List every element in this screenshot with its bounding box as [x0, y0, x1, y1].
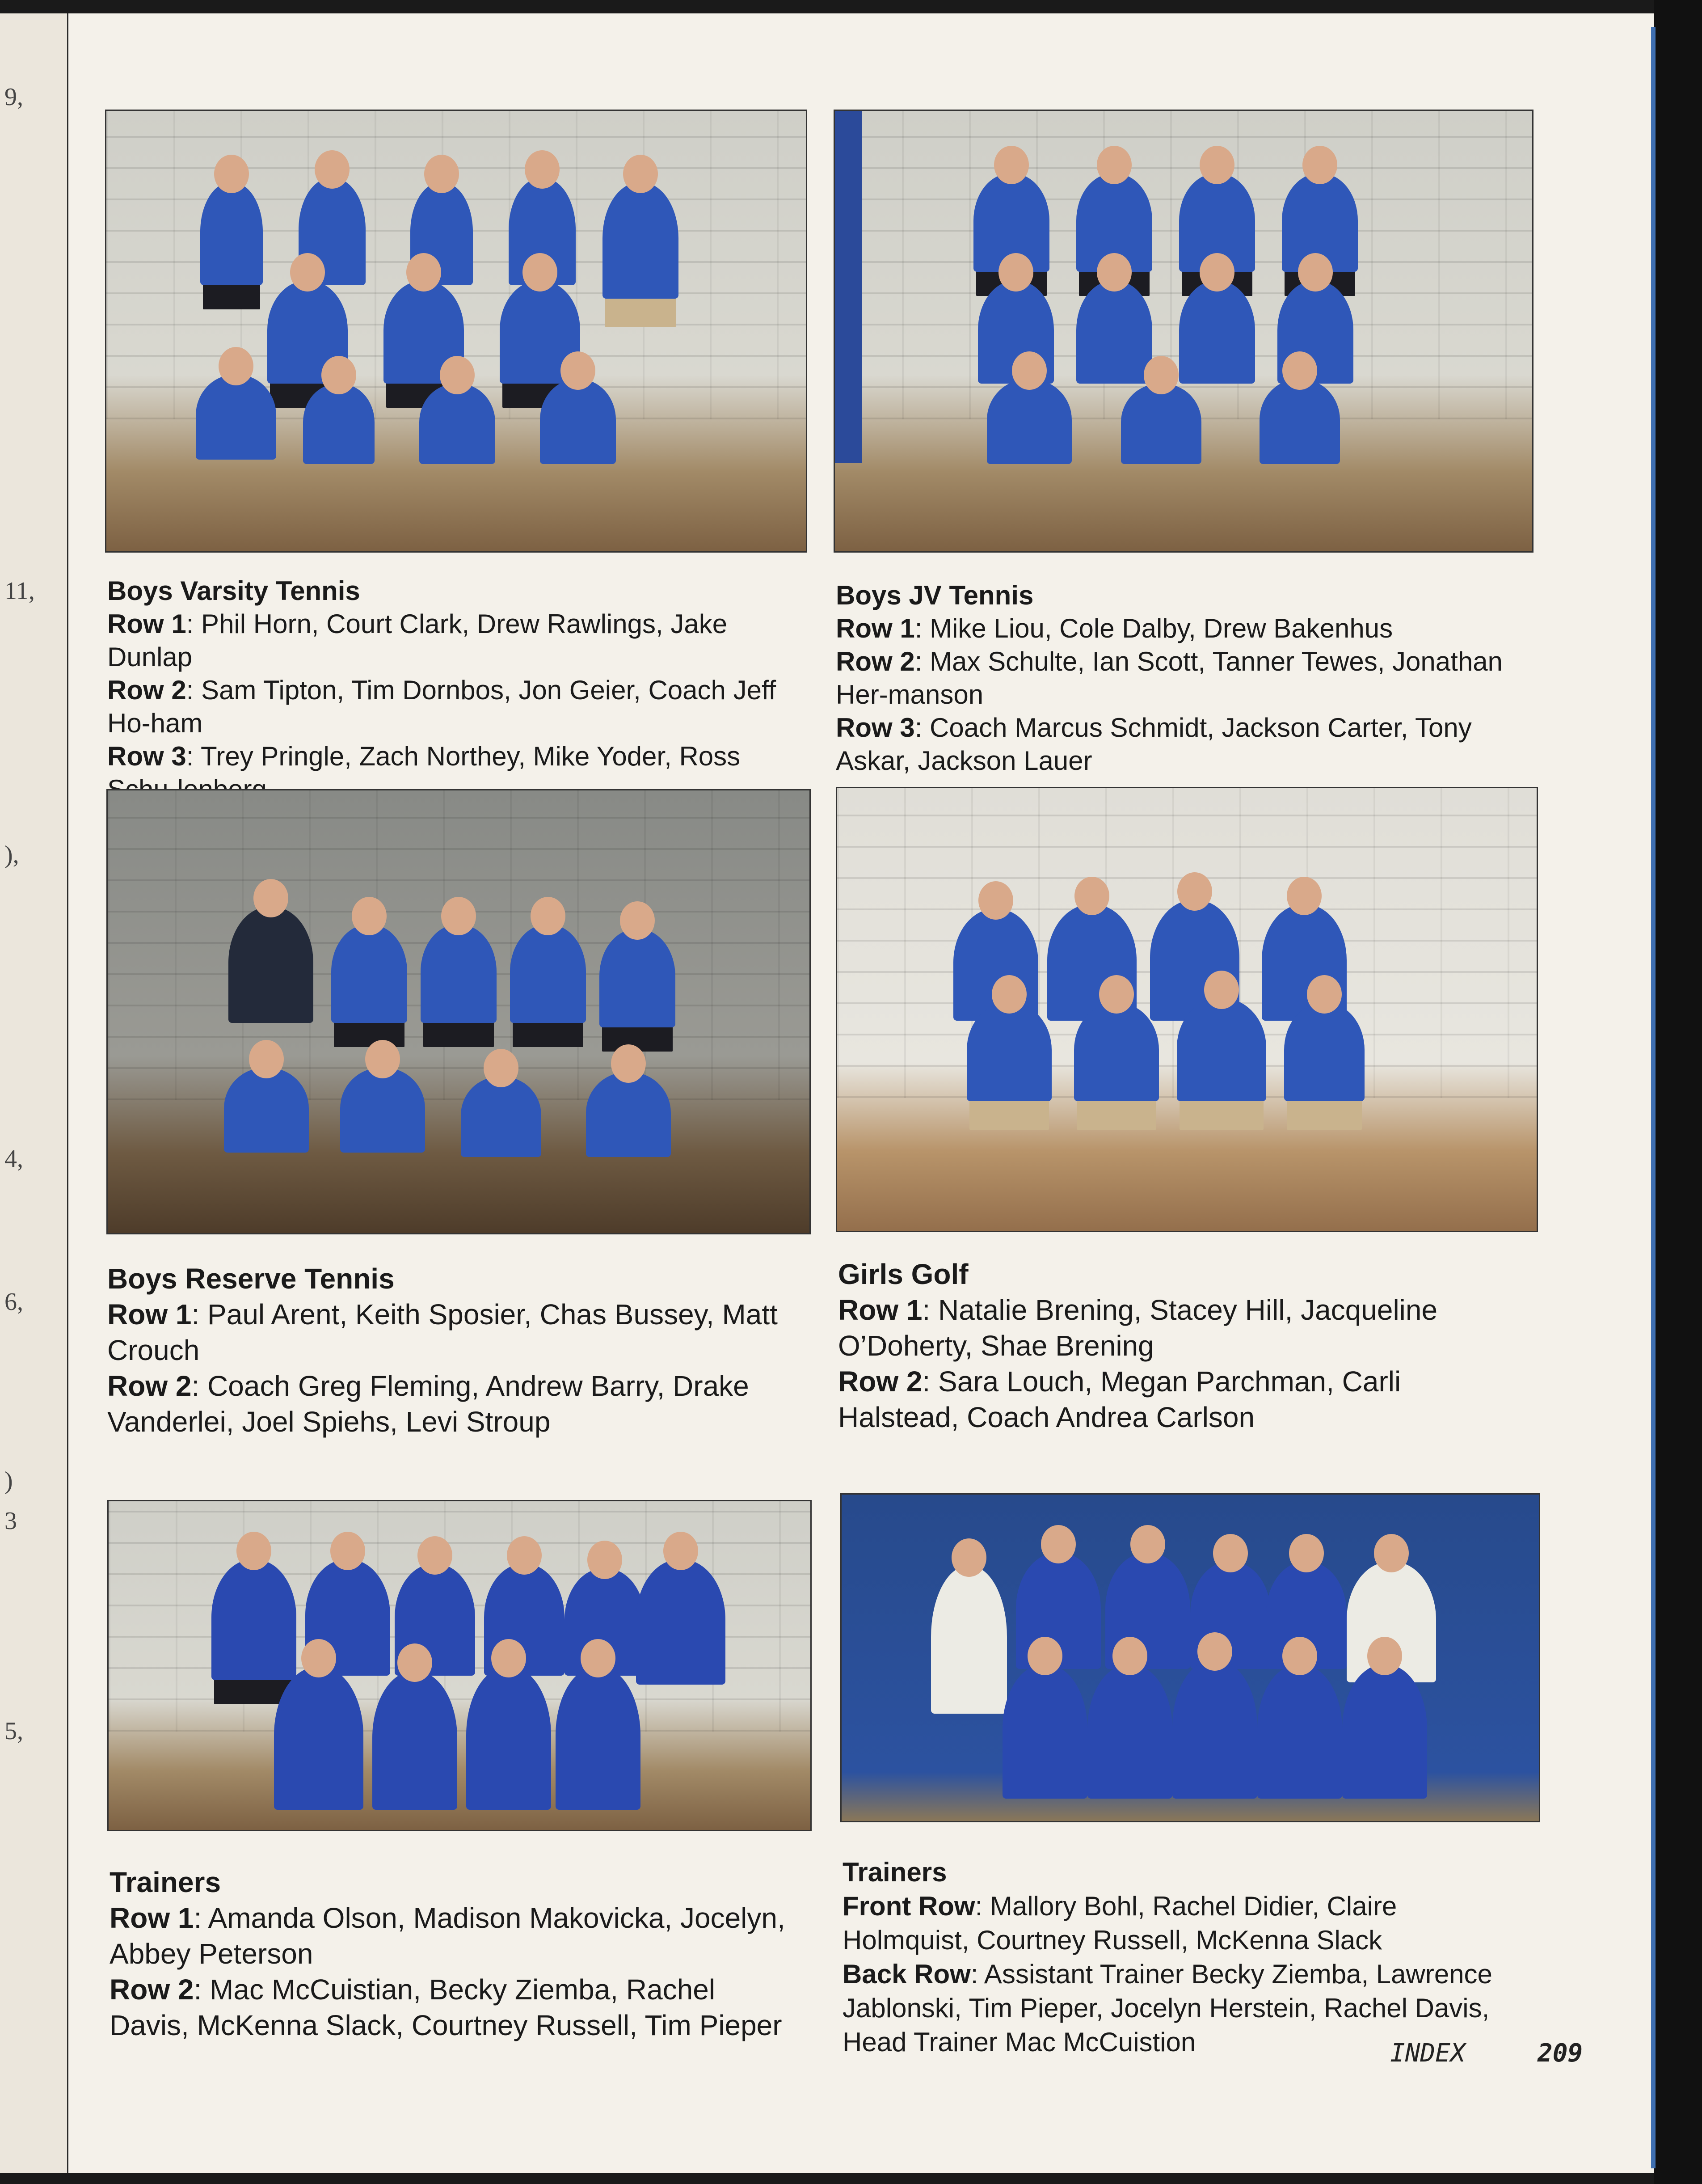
- margin-mark: 5,: [4, 1717, 23, 1745]
- row-label: Row 2: [110, 1973, 194, 2006]
- caption-row: [107, 1368, 796, 1440]
- margin-mark: ),: [4, 841, 19, 869]
- margin-mark: 4,: [4, 1145, 23, 1173]
- caption-row: [110, 1972, 798, 2043]
- section-title: Boys JV Tennis: [836, 580, 1034, 610]
- row-names: : Mac McCuistian, Becky Ziemba, Rachel Davis, McKenna Slack, Courtney Russell, Tim Pieper: [110, 1973, 782, 2041]
- caption-row: [107, 1297, 796, 1368]
- caption-row: [843, 1889, 1522, 1957]
- caption-row: [838, 1364, 1522, 1435]
- row-label: Row 1: [107, 609, 186, 639]
- margin-mark: 9,: [4, 83, 23, 111]
- row-names: : Max Schulte, Ian Scott, Tanner Tewes, Jonathan Her-manson: [836, 646, 1503, 710]
- caption-trainers-2: [843, 1855, 1522, 2059]
- team-photo-trainers-1: [107, 1500, 812, 1831]
- row-label: Row 3: [107, 741, 186, 771]
- row-names: : Sara Louch, Megan Parchman, Carli Halstead, Coach Andrea Carlson: [838, 1365, 1401, 1433]
- caption-row: [838, 1292, 1522, 1364]
- row-names: : Trey Pringle, Zach Northey, Mike Yoder, Ross: [186, 741, 741, 771]
- row-names: : Mike Liou, Cole Dalby, Drew Bakenhus: [914, 613, 1393, 643]
- row-label: Row 3: [836, 713, 915, 743]
- page-gutter: [0, 13, 68, 2173]
- section-title: Trainers: [843, 1857, 947, 1887]
- caption-boys-reserve-tennis: [107, 1261, 796, 1440]
- caption-row: [836, 612, 1520, 645]
- margin-mark: 11,: [4, 577, 35, 605]
- row-label: Back Row: [843, 1959, 971, 1989]
- caption-girls-golf: [838, 1256, 1522, 1435]
- section-title: Boys Reserve Tennis: [107, 1263, 395, 1295]
- margin-mark: 6,: [4, 1288, 23, 1316]
- row-label: Row 2: [838, 1365, 923, 1398]
- margin-mark: ): [4, 1467, 13, 1495]
- book-edge: [1654, 0, 1702, 2184]
- row-label: Row 2: [836, 646, 915, 676]
- caption-boys-jv-tennis: [836, 579, 1520, 777]
- book-cover-edge: [1651, 27, 1656, 2168]
- row-names: : Coach Marcus Schmidt, Jackson Carter, Tony Askar, Jackson Lauer: [836, 713, 1472, 776]
- row-names: : Phil Horn, Court Clark, Drew Rawlings, Jake Dunlap: [107, 609, 728, 672]
- caption-trainers-1: [110, 1864, 798, 2043]
- caption-row: [836, 645, 1520, 711]
- row-label: Front Row: [843, 1891, 975, 1921]
- section-title: Girls Golf: [838, 1258, 969, 1290]
- caption-boys-varsity-tennis: [107, 575, 796, 806]
- row-names: : Natalie Brening, Stacey Hill, Jacqueline O’Doherty, Shae Brening: [838, 1294, 1438, 1362]
- team-photo-boys-reserve-tennis: [106, 789, 811, 1234]
- row-label: Row 1: [838, 1294, 923, 1326]
- footer-section-label: INDEX: [1390, 2039, 1466, 2068]
- row-names: : Paul Arent, Keith Sposier, Chas Bussey, Matt Crouch: [107, 1298, 778, 1366]
- caption-row: [107, 608, 796, 674]
- team-photo-trainers-2: [840, 1493, 1540, 1822]
- section-title: Boys Varsity Tennis: [107, 576, 360, 606]
- caption-row: [107, 674, 796, 740]
- row-label: Row 1: [836, 613, 915, 643]
- team-photo-boys-varsity-tennis: [105, 110, 807, 553]
- row-names: : Assistant Trainer Becky Ziemba, Lawrence Jablonski, Tim Pieper, Jocelyn Herstein, Rachel Davis, Head Trainer Mac McCuistion: [843, 1959, 1492, 2057]
- row-label: Row 2: [107, 1370, 192, 1402]
- team-photo-girls-golf: [836, 787, 1538, 1232]
- row-label: Row 1: [107, 1298, 192, 1331]
- row-label: Row 2: [107, 675, 186, 705]
- caption-row: [836, 711, 1520, 777]
- margin-mark: 3: [4, 1507, 17, 1535]
- row-names: : Amanda Olson, Madison Makovicka, Jocelyn, Abbey Peterson: [110, 1902, 785, 1970]
- row-label: Row 1: [110, 1902, 194, 1934]
- row-names: : Sam Tipton, Tim Dornbos, Jon Geier, Coach Jeff Ho-ham: [107, 675, 776, 738]
- row-names: : Coach Greg Fleming, Andrew Barry, Drake Vanderlei, Joel Spiehs, Levi Stroup: [107, 1370, 749, 1438]
- page-number: 209: [1538, 2039, 1583, 2068]
- row-names: : Mallory Bohl, Rachel Didier, Claire Holmquist, Courtney Russell, McKenna Slack: [843, 1891, 1397, 1955]
- section-title: Trainers: [110, 1866, 221, 1898]
- team-photo-boys-jv-tennis: [834, 110, 1533, 553]
- caption-row: [110, 1900, 798, 1972]
